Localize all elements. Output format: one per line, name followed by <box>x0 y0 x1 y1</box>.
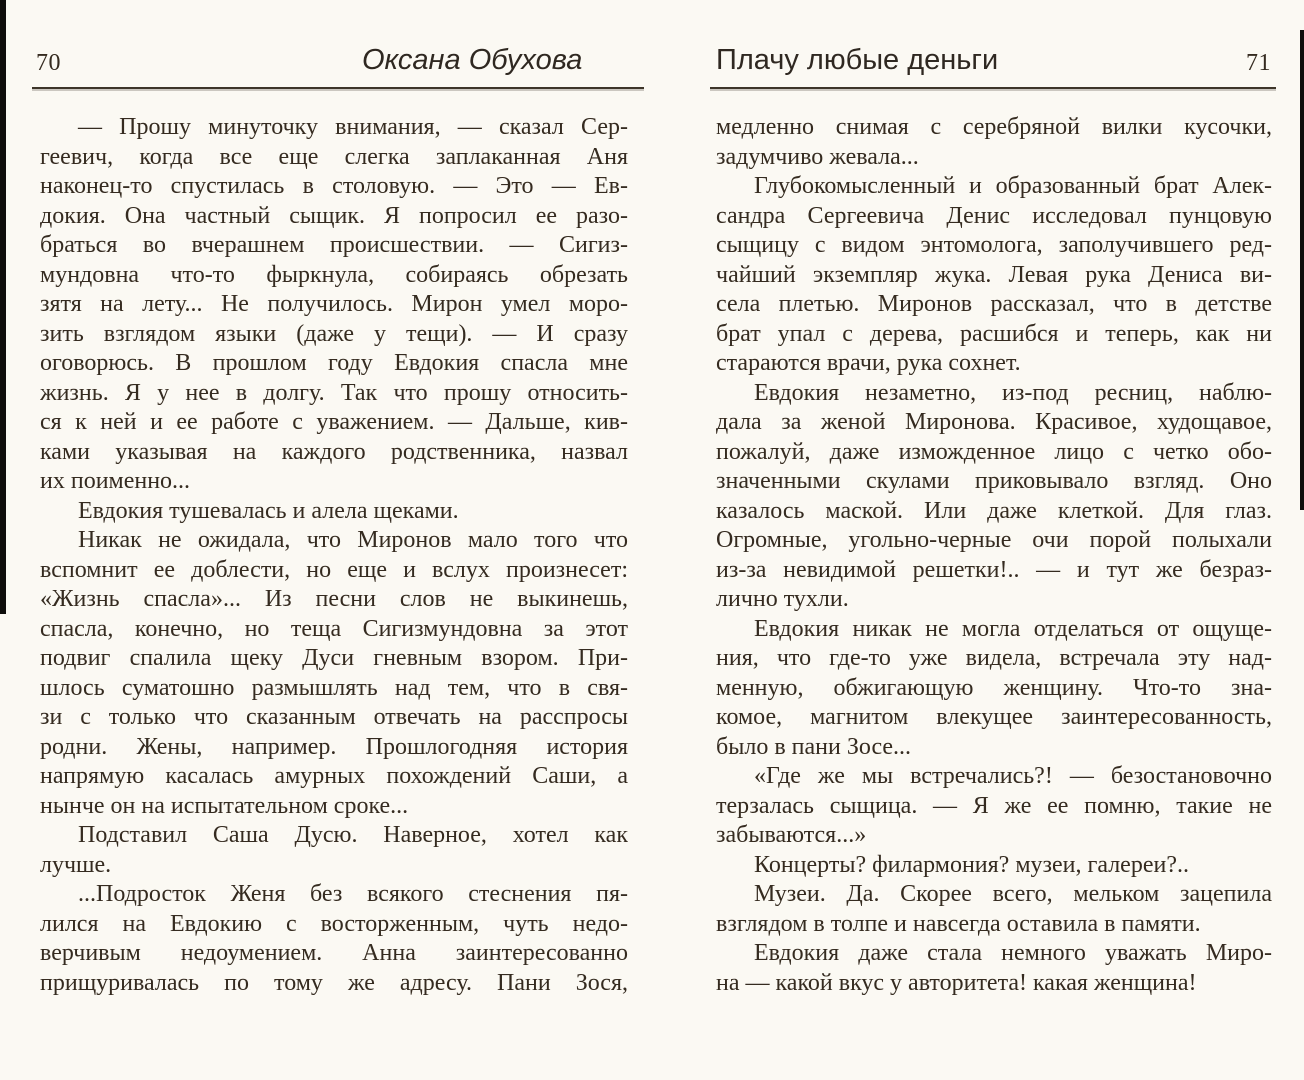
text-line: — Прошу минуточку внимания, — сказал Сер- <box>78 114 628 140</box>
text-line: Огромные, угольно-черные очи порой полыхали <box>716 527 1272 553</box>
text-line: забываются...» <box>716 822 867 848</box>
text-line: лично тухли. <box>716 586 849 612</box>
text-line: села плетью. Миронов рассказал, что в детстве <box>716 291 1272 317</box>
text-line: мундовна что-то фыркнула, собираясь обрезать <box>40 261 628 288</box>
text-line: ками указывая на каждого родственника, назвал <box>40 438 628 465</box>
text-line: Никак не ожидала, что Миронов мало того что <box>78 527 628 553</box>
text-line: задумчиво жевала... <box>716 143 919 170</box>
text-line: комое, магнитом влекущее заинтересованность, <box>716 704 1272 730</box>
text-line: Евдокия даже стала немного уважать Миро- <box>754 940 1272 966</box>
text-line: Евдокия незаметно, из-под ресниц, наблю- <box>754 379 1272 406</box>
text-line: дала за женой Миронова. Красивое, худощавое, <box>716 409 1272 435</box>
text-line: чайший экземпляр жука. Левая рука Дениса ви- <box>716 261 1272 288</box>
text-line: сандра Сергеевича Денис исследовал пунцовую <box>716 202 1272 229</box>
header-rule-left <box>32 87 644 89</box>
text-line: Подставил Саша Дусю. Наверное, хотел как <box>78 822 628 848</box>
scan-edge-left <box>0 0 6 614</box>
text-line: стараются врачи, рука сохнет. <box>716 350 1021 376</box>
page-body-right <box>716 113 1272 998</box>
text-line: шлось суматошно размышлять над тем, что в свя- <box>40 674 628 701</box>
text-line: напрямую касалась амурных похождений Саши, а <box>40 763 628 789</box>
text-line: прищуривалась по тому же адресу. Пани Зося, <box>40 969 628 996</box>
running-title-author: Оксана Обухова <box>362 44 583 76</box>
text-line: Евдокия тушевалась и алела щеками. <box>78 497 459 524</box>
text-line: медленно снимая с серебряной вилки кусочки, <box>716 114 1272 140</box>
text-line: спасла, конечно, но теща Сигизмундовна за этот <box>40 615 628 642</box>
text-line: «Где же мы встречались?! — безостановочно <box>754 763 1272 789</box>
text-line: браться во вчерашнем происшествии. — Сигиз- <box>40 232 628 258</box>
text-line: ся к ней и ее работе с уважением. — Дальше, кив- <box>40 409 628 435</box>
text-line: Музеи. Да. Скорее всего, мельком зацепила <box>754 881 1272 907</box>
text-line: верчивым недоумением. Анна заинтересованно <box>40 940 628 966</box>
text-line: лучше. <box>40 851 112 878</box>
running-title-book: Плачу любые деньги <box>716 44 999 76</box>
text-line: геевич, когда все еще слегка заплаканная Аня <box>40 143 628 170</box>
header-rule-right <box>710 87 1276 89</box>
text-line: зятя на лету... Не получилось. Мирон умел моро- <box>40 291 628 317</box>
text-line: Евдокия никак не могла отделаться от ощуще- <box>754 615 1272 642</box>
text-line: значенными скулами приковывало взгляд. Оно <box>716 468 1272 494</box>
scan-edge-right <box>1300 30 1304 510</box>
text-line: лился на Евдокию с восторженным, чуть недо- <box>40 910 628 937</box>
text-line: ...Подросток Женя без всякого стеснения пя- <box>78 881 628 907</box>
page-number-left: 70 <box>36 50 61 76</box>
text-line: было в пани Зосе... <box>716 733 912 760</box>
text-line: Концерты? филармония? музеи, галереи?.. <box>754 851 1189 878</box>
page-number-right: 71 <box>1246 50 1271 76</box>
text-line: взглядом в толпе и навсегда оставила в памяти. <box>716 910 1201 937</box>
text-line: на — какой вкус у авторитета! какая женщина! <box>716 969 1197 996</box>
text-line: родни. Жены, например. Прошлогодняя история <box>40 733 628 760</box>
text-line: пожалуй, даже изможденное лицо с четко обо- <box>716 438 1272 465</box>
text-line: терзалась сыщица. — Я же ее помню, такие не <box>716 792 1272 819</box>
text-line: из-за невидимой решетки!.. — и тут же безраз- <box>716 556 1272 583</box>
text-line: наконец-то спустилась в столовую. — Это — Ев- <box>40 173 628 199</box>
page-body-left <box>40 113 628 998</box>
text-line: зить взглядом языки (даже у тещи). — И сразу <box>40 320 628 347</box>
text-line: их поименно... <box>40 468 191 494</box>
text-line: оговорюсь. В прошлом году Евдокия спасла мне <box>40 350 628 376</box>
text-line: ния, что где-то уже видела, встречала эту над- <box>716 645 1272 671</box>
text-line: «Жизнь спасла»... Из песни слов не выкинешь, <box>40 586 628 612</box>
text-line: вспомнит ее доблести, но еще и вслух произнесет: <box>40 556 628 583</box>
text-line: нынче он на испытательном сроке... <box>40 792 409 819</box>
text-line: казалось маской. Или даже клеткой. Для глаз. <box>716 497 1272 524</box>
text-line: брат упал с дерева, расшибся и теперь, как ни <box>716 320 1272 347</box>
text-line: подвиг спалила щеку Дуси гневным взором. При- <box>40 645 628 671</box>
text-line: менную, обжигающую женщину. Что-то зна- <box>716 674 1272 701</box>
text-line: докия. Она частный сыщик. Я попросил ее разо- <box>40 202 628 229</box>
text-line: сыщицу с видом энтомолога, заполучившего ред- <box>716 232 1272 258</box>
text-line: Глубокомысленный и образованный брат Алек- <box>754 173 1272 199</box>
text-line: зи с только что сказанным отвечать на расспросы <box>40 704 628 730</box>
text-line: жизнь. Я у нее в долгу. Так что прошу относить- <box>40 379 628 406</box>
